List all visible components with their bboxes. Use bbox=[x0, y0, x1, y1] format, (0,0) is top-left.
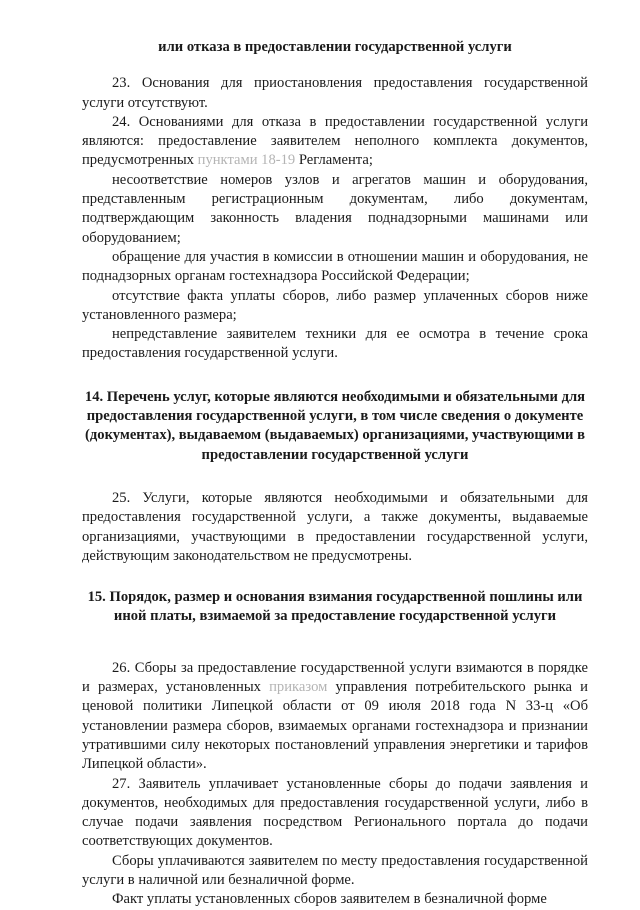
paragraph-24-item: обращение для участия в комиссии в отношении машин и оборудования, не поднадзорных органам гостехнадзора Российской Федерации; bbox=[82, 248, 588, 285]
paragraph-26-text: 26. Сборы за предоставление государственной услуги взимаются в порядке и размерах, установленных bbox=[82, 659, 588, 696]
paragraph-27-fees: Сборы уплачиваются заявителем по месту предоставления государственной услуги в наличной или безналичной форме. bbox=[82, 852, 588, 888]
paragraph-24 bbox=[82, 113, 588, 171]
paragraph-24-item: непредставление заявителем техники для ее осмотра в течение срока предоставления государственной услуги. bbox=[82, 326, 588, 362]
paragraph-26 bbox=[82, 659, 588, 775]
paragraph-23: 23. Основания для приостановления предоставления государственной услуги отсутствуют. bbox=[82, 75, 588, 111]
paragraph-24-text: 24. Основаниями для отказа в предоставлении государственной услуги являются: предоставление заявителем неполного комплекта документов, предусмотренных bbox=[82, 113, 588, 169]
section-heading-14: 14. Перечень услуг, которые являются необходимыми и обязательными для предоставления государственной услуги, в том числе сведения о документе (документах), выдаваемом (выдаваемых) организациями, участвующими в предоставлении государственной услуги bbox=[84, 388, 586, 463]
paragraph-26-faded-reference: приказом bbox=[269, 679, 328, 696]
paragraph-27-payment: Факт уплаты установленных сборов заявителем в безналичной форме bbox=[112, 891, 547, 908]
paragraph-24-item: отсутствие факта уплаты сборов, либо размер уплаченных сборов ниже установленного размера; bbox=[82, 287, 588, 323]
paragraph-24-faded-reference: пунктами 18-19 bbox=[197, 152, 296, 169]
section-heading-continuation: или отказа в предоставлении государственной услуги bbox=[158, 39, 512, 55]
paragraph-26-text-end: управления потребительского рынка и ценовой политики Липецкой области от 09 июля 2018 года N 33-ц «Об установлении размера сборов, взимаемых органами гостехнадзора и признании утратившими силу некоторых постановлений управления энергетики и тарифов Липецкой области». bbox=[82, 679, 588, 773]
paragraph-24-item: несоответствие номеров узлов и агрегатов машин и оборудования, представленным регистрационным документам, либо документам, подтверждающим законность владения поднадзорными машинами или оборудованием; bbox=[82, 171, 588, 246]
paragraph-27: 27. Заявитель уплачивает установленные сборы до подачи заявления и документов, необходимых для предоставления государственной услуги, либо в случае подачи заявления посредством Регионального портала до подачи соответствующих документов. bbox=[82, 775, 588, 850]
section-heading-15: 15. Порядок, размер и основания взимания государственной пошлины или иной платы, взимаемой за предоставление государственной услуги bbox=[87, 589, 583, 625]
paragraph-24-text-end: Регламента; bbox=[295, 152, 373, 169]
paragraph-25: 25. Услуги, которые являются необходимыми и обязательными для предоставления государственной услуги, а также документы, выдаваемые организациями, участвующими в предоставлении государственной услуги, действующим законодательством не предусмотрены. bbox=[82, 489, 588, 564]
